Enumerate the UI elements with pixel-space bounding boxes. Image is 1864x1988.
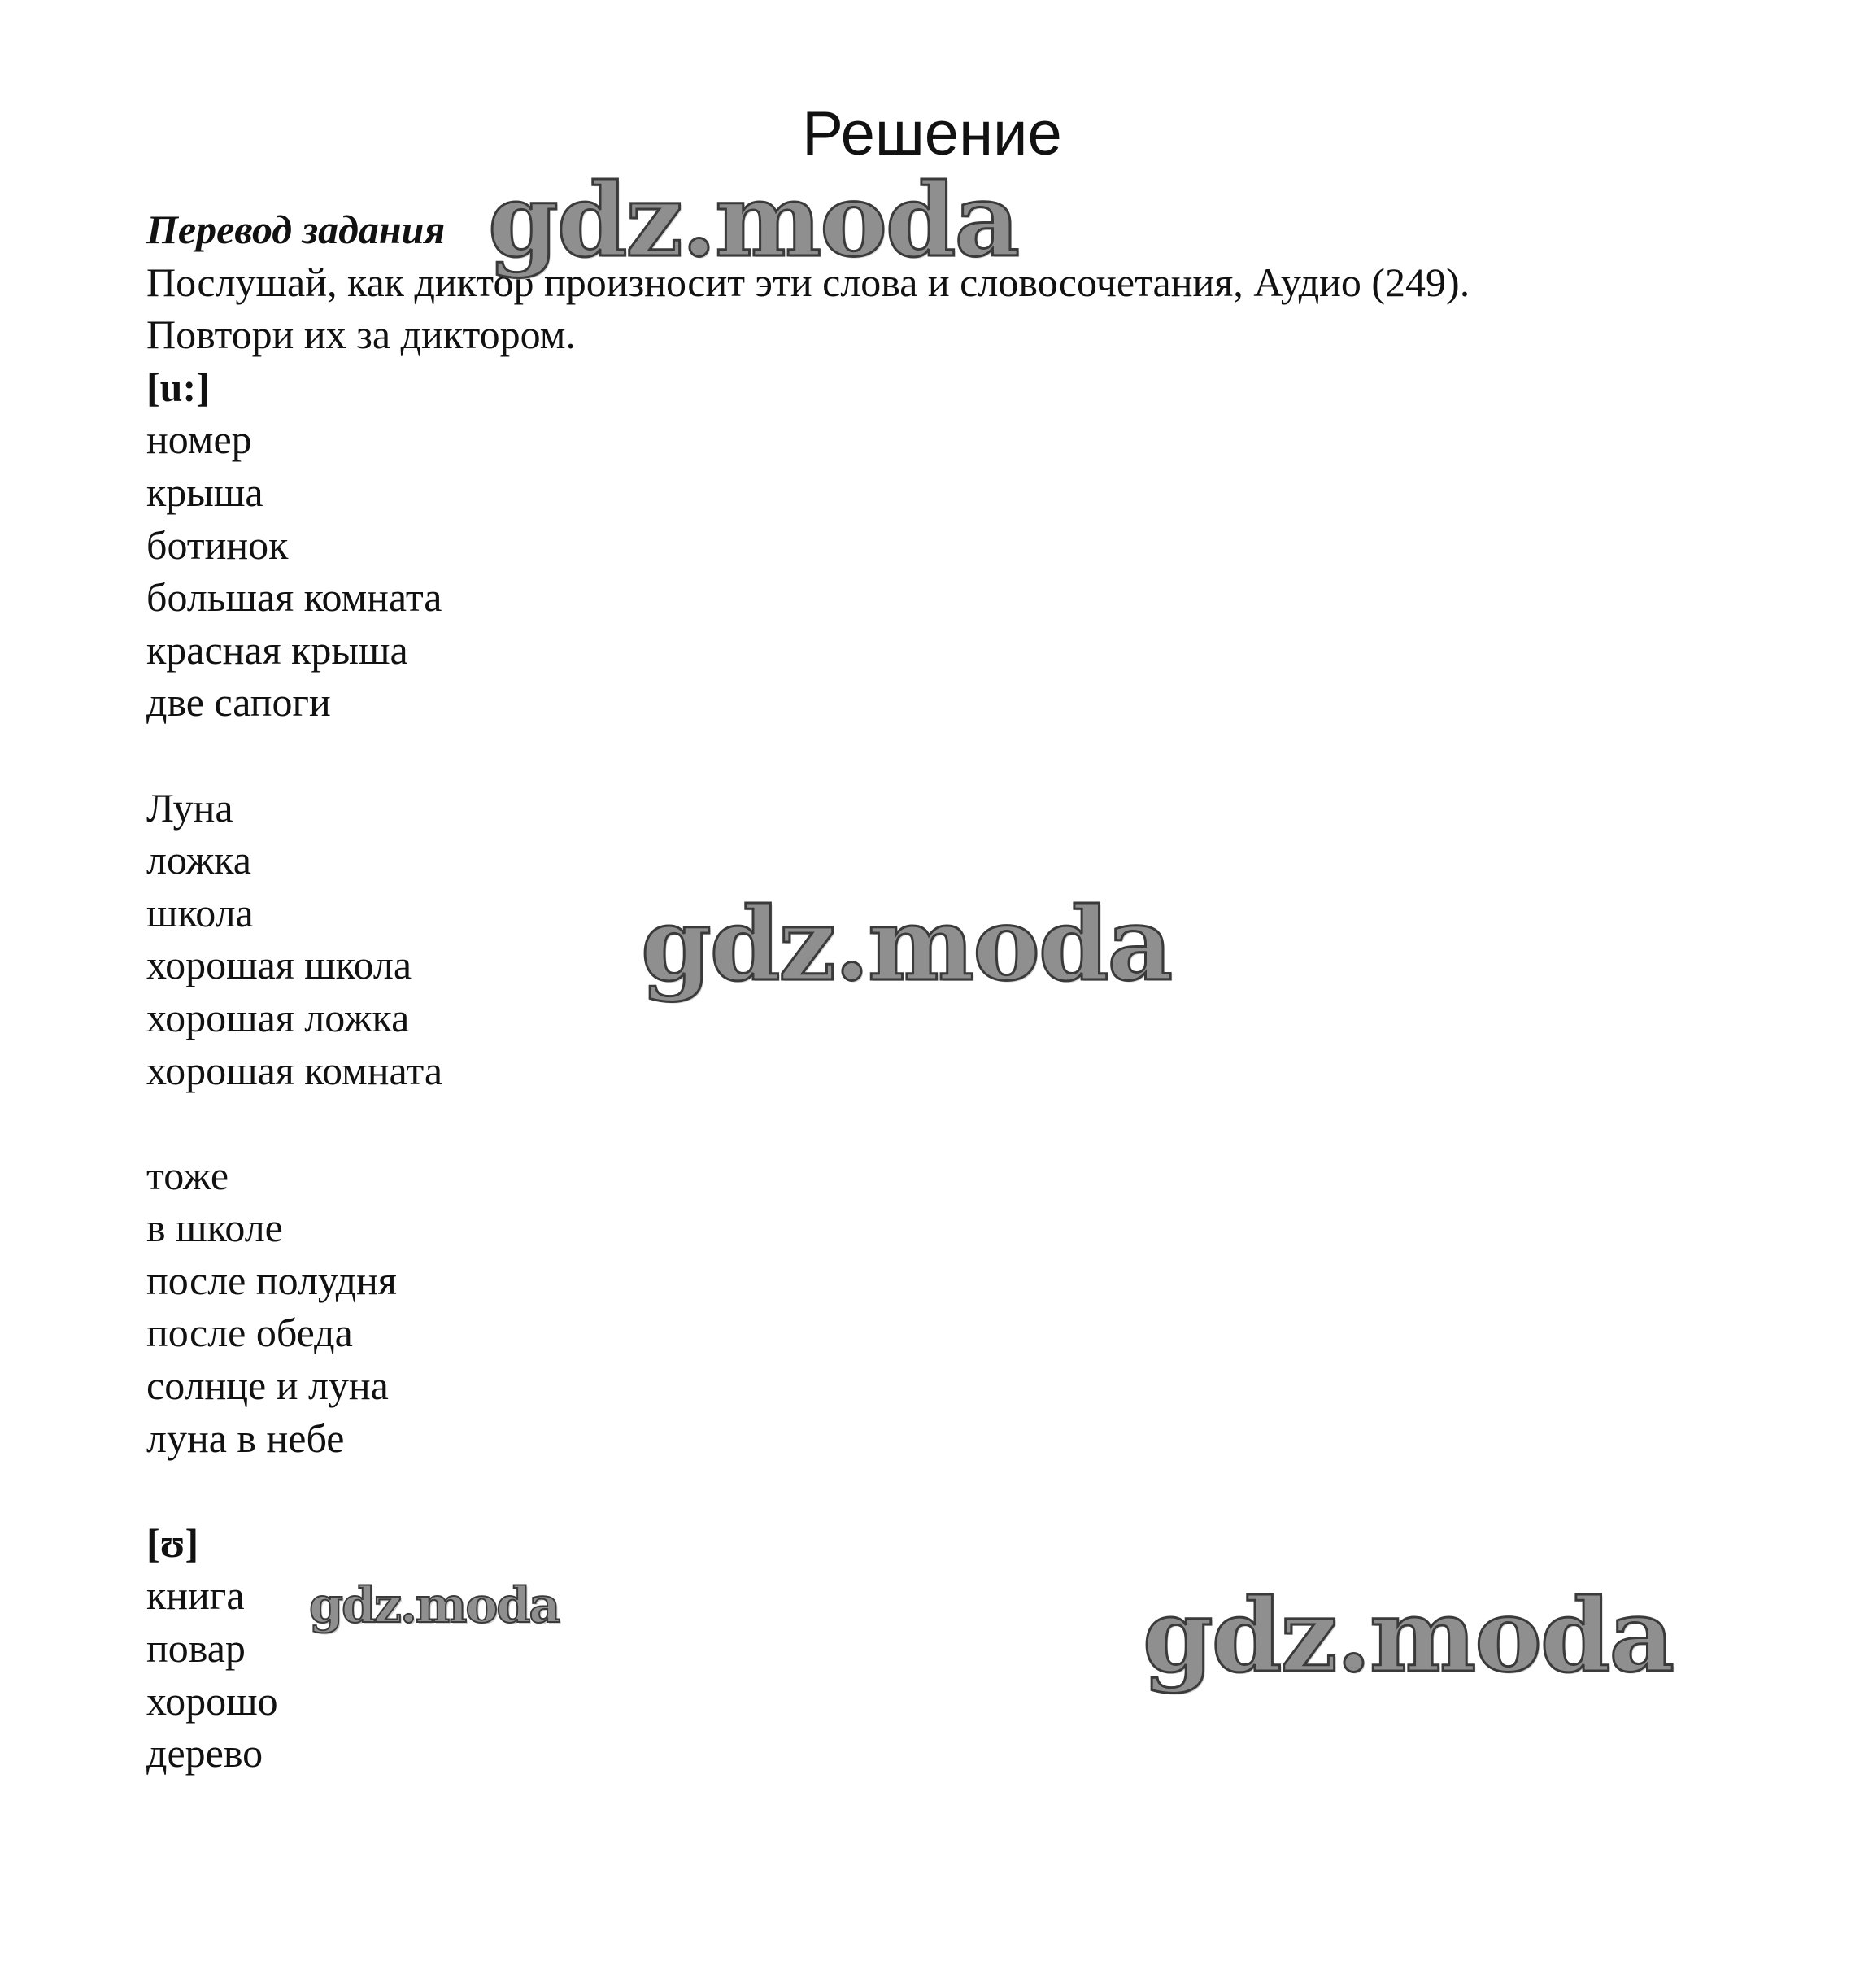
word-list-item: после обеда [146,1310,353,1356]
word-list-item: солнце и луна [146,1362,389,1409]
task-heading: Перевод задания [146,207,446,252]
phoneme-heading-long-u: [u:] [146,364,210,410]
word-list-item: Луна [146,784,233,831]
word-list-item: хорошая школа [146,942,412,988]
task-instruction-line-1: Послушай, как диктор произносит эти слова и словосочетания, Аудио (249). [146,259,1470,305]
word-list-item: хорошо [146,1677,278,1724]
watermark-logo: gdz.moda [488,162,1018,280]
word-list-item: крыша [146,469,263,515]
word-list-item: красная крыша [146,626,408,673]
watermark-logo: gdz.moda [641,886,1171,1004]
word-list-item: школа [146,889,254,935]
watermark-logo: gdz.moda [1143,1577,1673,1695]
word-list-item: после полудня [146,1257,397,1303]
page-title: Решение [802,99,1062,168]
group-spacer [146,1096,1757,1149]
word-list-item: повар [146,1625,246,1672]
group-spacer [146,1464,1757,1517]
word-list-item: номер [146,416,252,463]
word-list-item: книга [146,1572,245,1619]
word-list-item: хорошая ложка [146,994,410,1040]
task-instruction-line-2: Повтори их за диктором. [146,312,576,358]
word-list-item: ботинок [146,521,289,568]
group-spacer [146,729,1757,782]
word-list-item: дерево [146,1730,263,1777]
word-list-item: большая комната [146,574,442,621]
word-list-item: хорошая комната [146,1047,443,1093]
word-list-item: тоже [146,1152,229,1198]
watermark-logo: gdz.moda [309,1577,560,1634]
word-list-item: две сапоги [146,679,331,726]
word-list-item: в школе [146,1205,283,1251]
phoneme-heading-short-u: [ʊ] [146,1519,199,1566]
word-list-item: луна в небе [146,1415,345,1461]
word-list-item: ложка [146,837,251,883]
